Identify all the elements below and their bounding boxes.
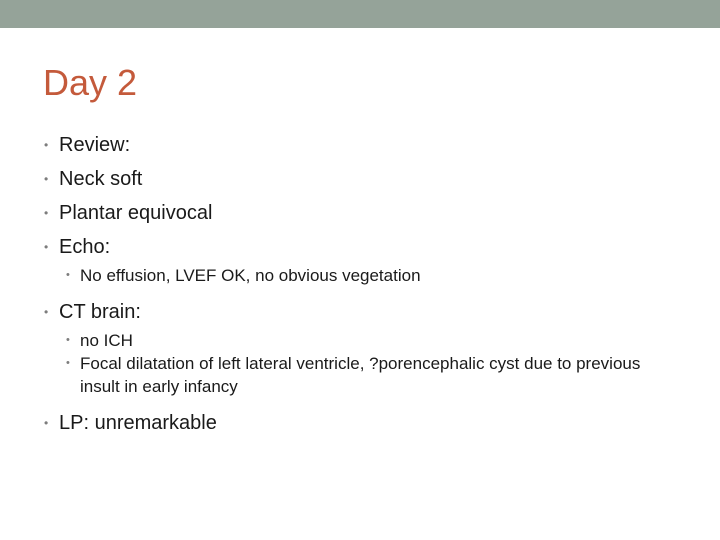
bullet-neck-soft: • Neck soft [44,162,684,196]
bullet-echo: • Echo: [44,230,684,264]
bullet-ct-brain: • CT brain: [44,295,684,329]
bullet-lp: • LP: unremarkable [44,406,684,440]
ct-sub-bullet-ich: • no ICH [66,329,684,352]
bullet-plantar: • Plantar equivocal [44,196,684,230]
top-accent-bar [0,0,720,28]
ct-sub-bullet-dilatation: • Focal dilatation of left lateral ventricle, ?porencephalic cyst due to previous insult in early infancy [66,352,684,398]
echo-sub-list [44,264,684,287]
slide-title: Day 2 [43,62,138,103]
echo-sub-bullet: • No effusion, LVEF OK, no obvious vegetation [66,264,684,287]
ct-sub-list [44,329,684,398]
bullet-list [44,128,684,440]
bullet-review: • Review: [44,128,684,162]
